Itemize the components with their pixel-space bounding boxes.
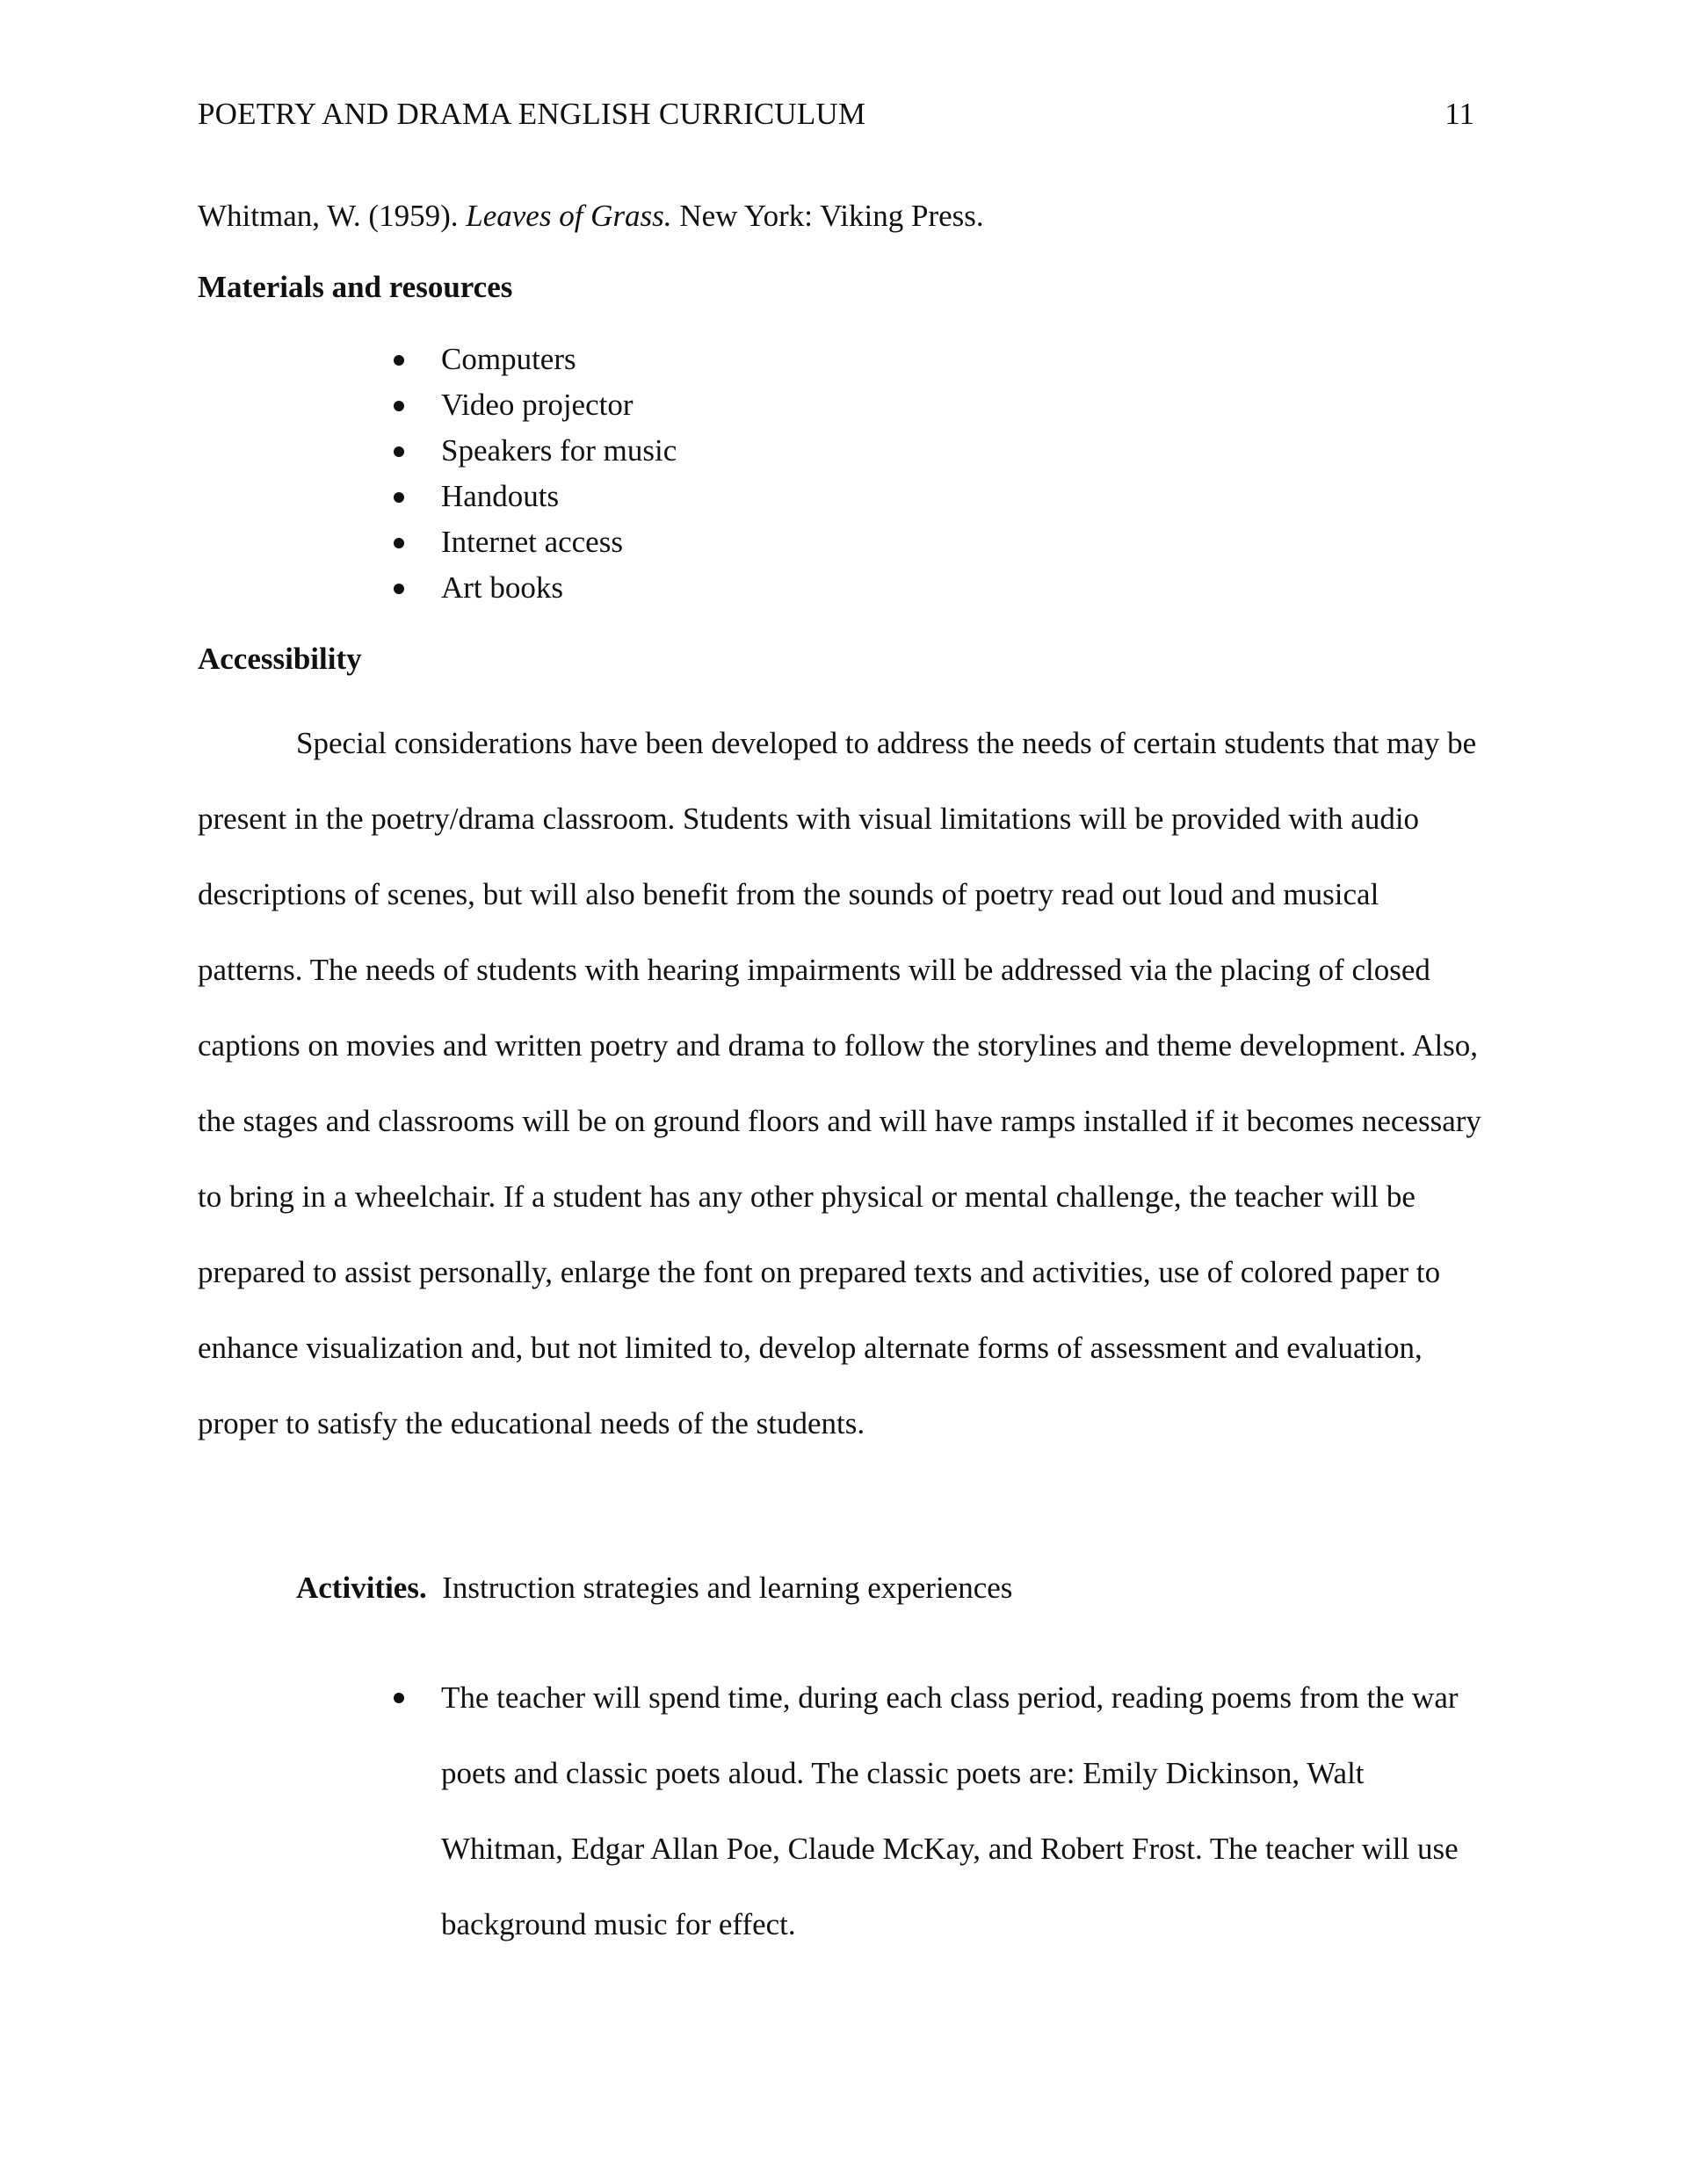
bullet-icon — [394, 446, 404, 457]
list-item-text: Video projector — [441, 388, 634, 422]
accessibility-paragraph: Special considerations have been developed to address the needs of certain students that may be present in the poetry/drama classroom. Students with visual limitations will be provided with audio descriptions of scenes, but will also benefit from the sounds of poetry read out loud and musical patterns. The needs of students with hearing impairments will be addressed via the placing of closed captions on movies and written poetry and drama to follow the storylines and theme development. Also, the stages and classrooms will be on ground floors and will have ramps installed if it becomes necessary to bring in a wheelchair. If a student has any other physical or mental challenge, the teacher will be prepared to assist personally, enlarge the font on prepared texts and activities, use of colored paper to enhance visualization and, but not limited to, develop alternate forms of assessment and evaluation, proper to satisfy the educational needs of the students. — [198, 726, 1481, 1440]
citation-author-year: Whitman, W. (1959). — [198, 199, 467, 233]
list-item — [0, 474, 677, 519]
page-number: 11 — [1444, 97, 1474, 131]
list-item — [0, 1660, 1482, 1963]
list-item — [0, 565, 677, 611]
list-item — [0, 428, 677, 474]
list-item — [0, 337, 677, 382]
running-header-title: POETRY AND DRAMA ENGLISH CURRICULUM — [198, 97, 866, 131]
activities-subtitle: Instruction strategies and learning experiences — [426, 1571, 1013, 1605]
activities-heading — [296, 1571, 1012, 1606]
materials-heading: Materials and resources — [198, 270, 513, 304]
activities-list — [0, 1660, 1482, 1963]
citation-book-title: Leaves of Grass. — [466, 199, 672, 233]
bullet-icon — [394, 355, 404, 366]
bullet-icon — [394, 538, 404, 548]
list-item-text: Internet access — [441, 525, 623, 559]
list-item-text: The teacher will spend time, during each class period, reading poems from the war poets and classic poets aloud. The classic poets are: Emily Dickinson, Walt Whitman, Edgar Allan Poe, Claude McKay, and Robert Frost. The teacher will use background music for effect. — [441, 1680, 1459, 1941]
list-item-text: Art books — [441, 570, 564, 605]
accessibility-heading: Accessibility — [198, 642, 362, 676]
reference-citation — [198, 199, 984, 234]
list-item-text: Computers — [441, 342, 576, 376]
list-item-text: Handouts — [441, 479, 560, 513]
materials-list — [0, 337, 677, 611]
activities-label: Activities. — [296, 1571, 427, 1605]
bullet-icon — [394, 492, 404, 503]
list-item — [0, 519, 677, 565]
citation-publisher: New York: Viking Press. — [671, 199, 984, 233]
bullet-icon — [394, 1693, 404, 1703]
bullet-icon — [394, 584, 404, 594]
list-item — [0, 382, 677, 428]
list-item-text: Speakers for music — [441, 433, 677, 468]
bullet-icon — [394, 401, 404, 411]
